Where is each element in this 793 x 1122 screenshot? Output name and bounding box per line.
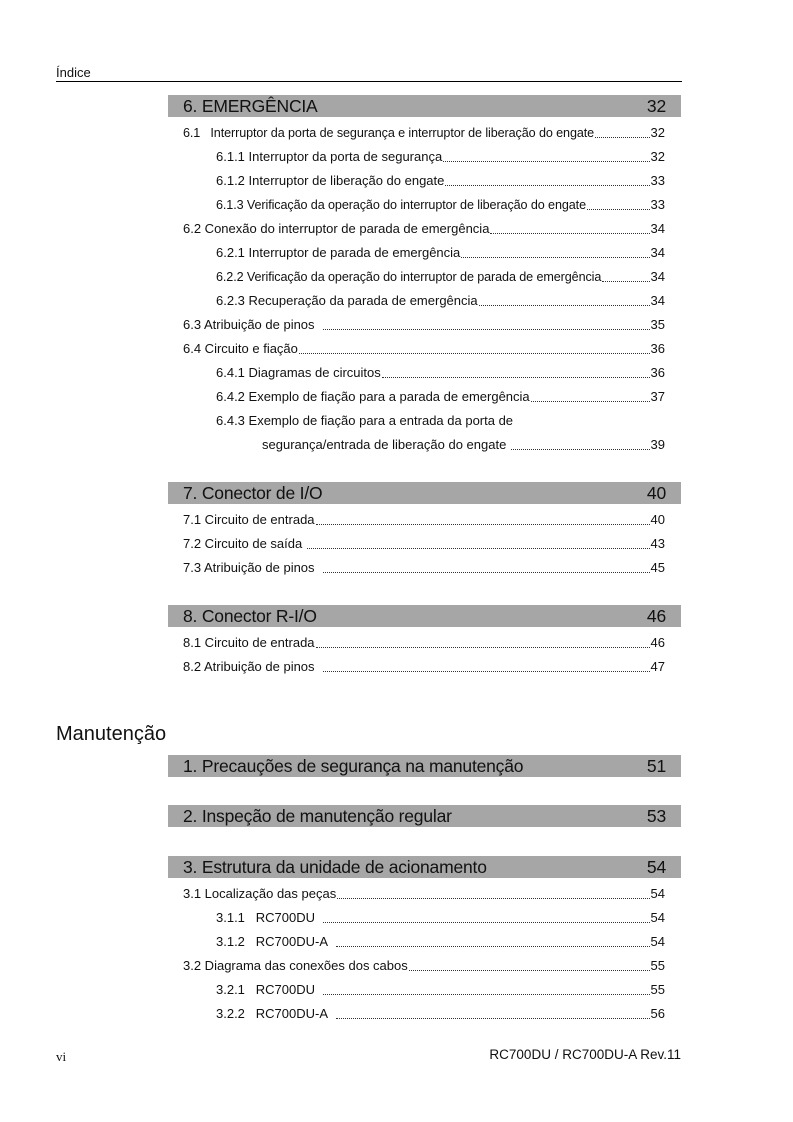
entry-page: 39 — [650, 437, 665, 452]
entry-title: 6.2.2 Verificação da operação do interruptor de parada de emergência — [216, 270, 602, 284]
dot-leader — [531, 401, 650, 402]
dot-leader — [336, 946, 650, 947]
entry-page: 37 — [650, 389, 665, 404]
section-title: 8. Conector R-I/O — [183, 605, 317, 626]
dot-leader — [336, 1018, 650, 1019]
dot-leader — [382, 377, 650, 378]
entry-page: 54 — [650, 934, 665, 949]
toc-entry-8-2[interactable] — [183, 658, 665, 676]
entry-title: 7.3 Atribuição de pinos — [183, 560, 315, 575]
entry-page: 34 — [650, 293, 665, 308]
section-heading-8[interactable] — [168, 605, 681, 627]
toc-entry-m3-2-2[interactable] — [216, 1005, 665, 1023]
toc-entry-m3-2-1[interactable] — [216, 981, 665, 999]
section-title: 7. Conector de I/O — [183, 482, 323, 503]
section-heading-7[interactable] — [168, 482, 681, 504]
entry-title: 6.4.2 Exemplo de fiação para a parada de emergência — [216, 389, 530, 404]
entry-title: 6.3 Atribuição de pinos — [183, 317, 315, 332]
entry-page: 34 — [650, 221, 665, 236]
entry-title: segurança/entrada de liberação do engate — [262, 437, 507, 452]
toc-entry-6-4-3[interactable] — [216, 412, 665, 430]
entry-title: 6.1.1 Interruptor da porta de segurança — [216, 149, 443, 164]
dot-leader — [409, 970, 650, 971]
toc-entry-6-1-1[interactable] — [216, 148, 665, 166]
section-title: 3. Estrutura da unidade de acionamento — [183, 856, 487, 877]
toc-entry-6-1-2[interactable] — [216, 172, 665, 190]
section-page: 32 — [646, 95, 666, 116]
dot-leader — [587, 209, 650, 210]
section-title: 6. EMERGÊNCIA — [183, 95, 318, 116]
dot-leader — [316, 647, 650, 648]
toc-entry-m3-2[interactable] — [183, 957, 665, 975]
entry-title: 7.1 Circuito de entrada — [183, 512, 315, 527]
entry-page: 33 — [650, 197, 665, 212]
dot-leader — [323, 671, 650, 672]
toc-entry-8-1[interactable] — [183, 634, 665, 652]
entry-title: 3.2.2 RC700DU-A — [216, 1006, 328, 1021]
dot-leader — [443, 161, 649, 162]
entry-title: 6.4 Circuito e fiação — [183, 341, 298, 356]
entry-page: 33 — [650, 173, 665, 188]
dot-leader — [595, 137, 649, 138]
header-label: Índice — [56, 65, 91, 80]
section-page: 46 — [646, 605, 666, 626]
dot-leader — [323, 994, 650, 995]
entry-title: 3.1 Localização das peças — [183, 886, 337, 901]
dot-leader — [461, 257, 649, 258]
entry-title: 6.1.3 Verificação da operação do interruptor de liberação do engate — [216, 198, 586, 212]
dot-leader — [316, 524, 650, 525]
dot-leader — [445, 185, 649, 186]
entry-page: 43 — [650, 536, 665, 551]
toc-entry-6-4-2[interactable] — [216, 388, 665, 406]
section-page: 40 — [646, 482, 666, 503]
dot-leader — [479, 305, 650, 306]
maintenance-heading-1[interactable] — [168, 755, 681, 777]
entry-page: 36 — [650, 341, 665, 356]
entry-page: 32 — [650, 125, 665, 140]
part-heading: Manutenção — [56, 723, 167, 745]
toc-entry-7-3[interactable] — [183, 559, 665, 577]
toc-entry-7-2[interactable] — [183, 535, 665, 553]
dot-leader — [511, 449, 649, 450]
entry-title: 6.1.2 Interruptor de liberação do engate — [216, 173, 445, 188]
maintenance-heading-3[interactable] — [168, 856, 681, 878]
toc-entry-m3-1-1[interactable] — [216, 909, 665, 927]
entry-title: 6.4.3 Exemplo de fiação para a entrada da porta de — [216, 413, 514, 428]
footer-page-number: vi — [56, 1049, 67, 1064]
entry-page: 55 — [650, 982, 665, 997]
entry-page: 45 — [650, 560, 665, 575]
entry-page: 40 — [650, 512, 665, 527]
entry-page: 35 — [650, 317, 665, 332]
entry-title: 6.2 Conexão do interruptor de parada de emergência — [183, 221, 490, 236]
maintenance-heading-2[interactable] — [168, 805, 681, 827]
dot-leader — [337, 898, 649, 899]
toc-entry-6-4-1[interactable] — [216, 364, 665, 382]
entry-title: 3.2.1 RC700DU — [216, 982, 315, 997]
dot-leader — [299, 353, 650, 354]
entry-title: 8.2 Atribuição de pinos — [183, 659, 315, 674]
entry-page: 47 — [650, 659, 665, 674]
section-title: 2. Inspeção de manutenção regular — [183, 805, 452, 826]
entry-title: 6.1 Interruptor da porta de segurança e interruptor de liberação do engate — [183, 126, 595, 140]
toc-entry-m3-1-2[interactable] — [216, 933, 665, 951]
section-page: 54 — [646, 856, 666, 877]
section-page: 51 — [646, 755, 666, 776]
dot-leader — [307, 548, 649, 549]
entry-page: 55 — [650, 958, 665, 973]
entry-title: 3.1.2 RC700DU-A — [216, 934, 328, 949]
footer-doc-id: RC700DU / RC700DU-A Rev.11 — [489, 1047, 681, 1062]
toc-entry-6-2[interactable] — [183, 220, 665, 238]
toc-entry-6-2-2[interactable] — [216, 268, 665, 286]
entry-page: 56 — [650, 1006, 665, 1021]
entry-title: 3.1.1 RC700DU — [216, 910, 315, 925]
entry-title: 6.2.1 Interruptor de parada de emergência — [216, 245, 461, 260]
dot-leader — [602, 281, 649, 282]
section-heading-6[interactable] — [168, 95, 681, 117]
entry-title: 7.2 Circuito de saída — [183, 536, 303, 551]
dot-leader — [323, 329, 650, 330]
toc-entry-6-1[interactable] — [183, 124, 665, 142]
entry-title: 6.4.1 Diagramas de circuitos — [216, 365, 381, 380]
entry-page: 54 — [650, 886, 665, 901]
toc-entry-m3-1[interactable] — [183, 885, 665, 903]
entry-title: 3.2 Diagrama das conexões dos cabos — [183, 958, 408, 973]
entry-page: 34 — [650, 245, 665, 260]
dot-leader — [323, 572, 650, 573]
section-page: 53 — [646, 805, 666, 826]
header-rule — [56, 81, 682, 82]
toc-entry-6-4-3-cont[interactable] — [262, 436, 665, 454]
toc-entry-6-1-3[interactable] — [216, 196, 665, 214]
toc-entry-6-2-3[interactable] — [216, 292, 665, 310]
entry-page: 32 — [650, 149, 665, 164]
toc-entry-6-4[interactable] — [183, 340, 665, 358]
section-title: 1. Precauções de segurança na manutenção — [183, 755, 524, 776]
entry-page: 54 — [650, 910, 665, 925]
entry-page: 46 — [650, 635, 665, 650]
entry-title: 8.1 Circuito de entrada — [183, 635, 315, 650]
entry-page: 36 — [650, 365, 665, 380]
toc-entry-6-2-1[interactable] — [216, 244, 665, 262]
dot-leader — [323, 922, 650, 923]
toc-entry-7-1[interactable] — [183, 511, 665, 529]
dot-leader — [490, 233, 649, 234]
entry-title: 6.2.3 Recuperação da parada de emergência — [216, 293, 478, 308]
entry-page: 34 — [650, 269, 665, 284]
toc-entry-6-3[interactable] — [183, 316, 665, 334]
